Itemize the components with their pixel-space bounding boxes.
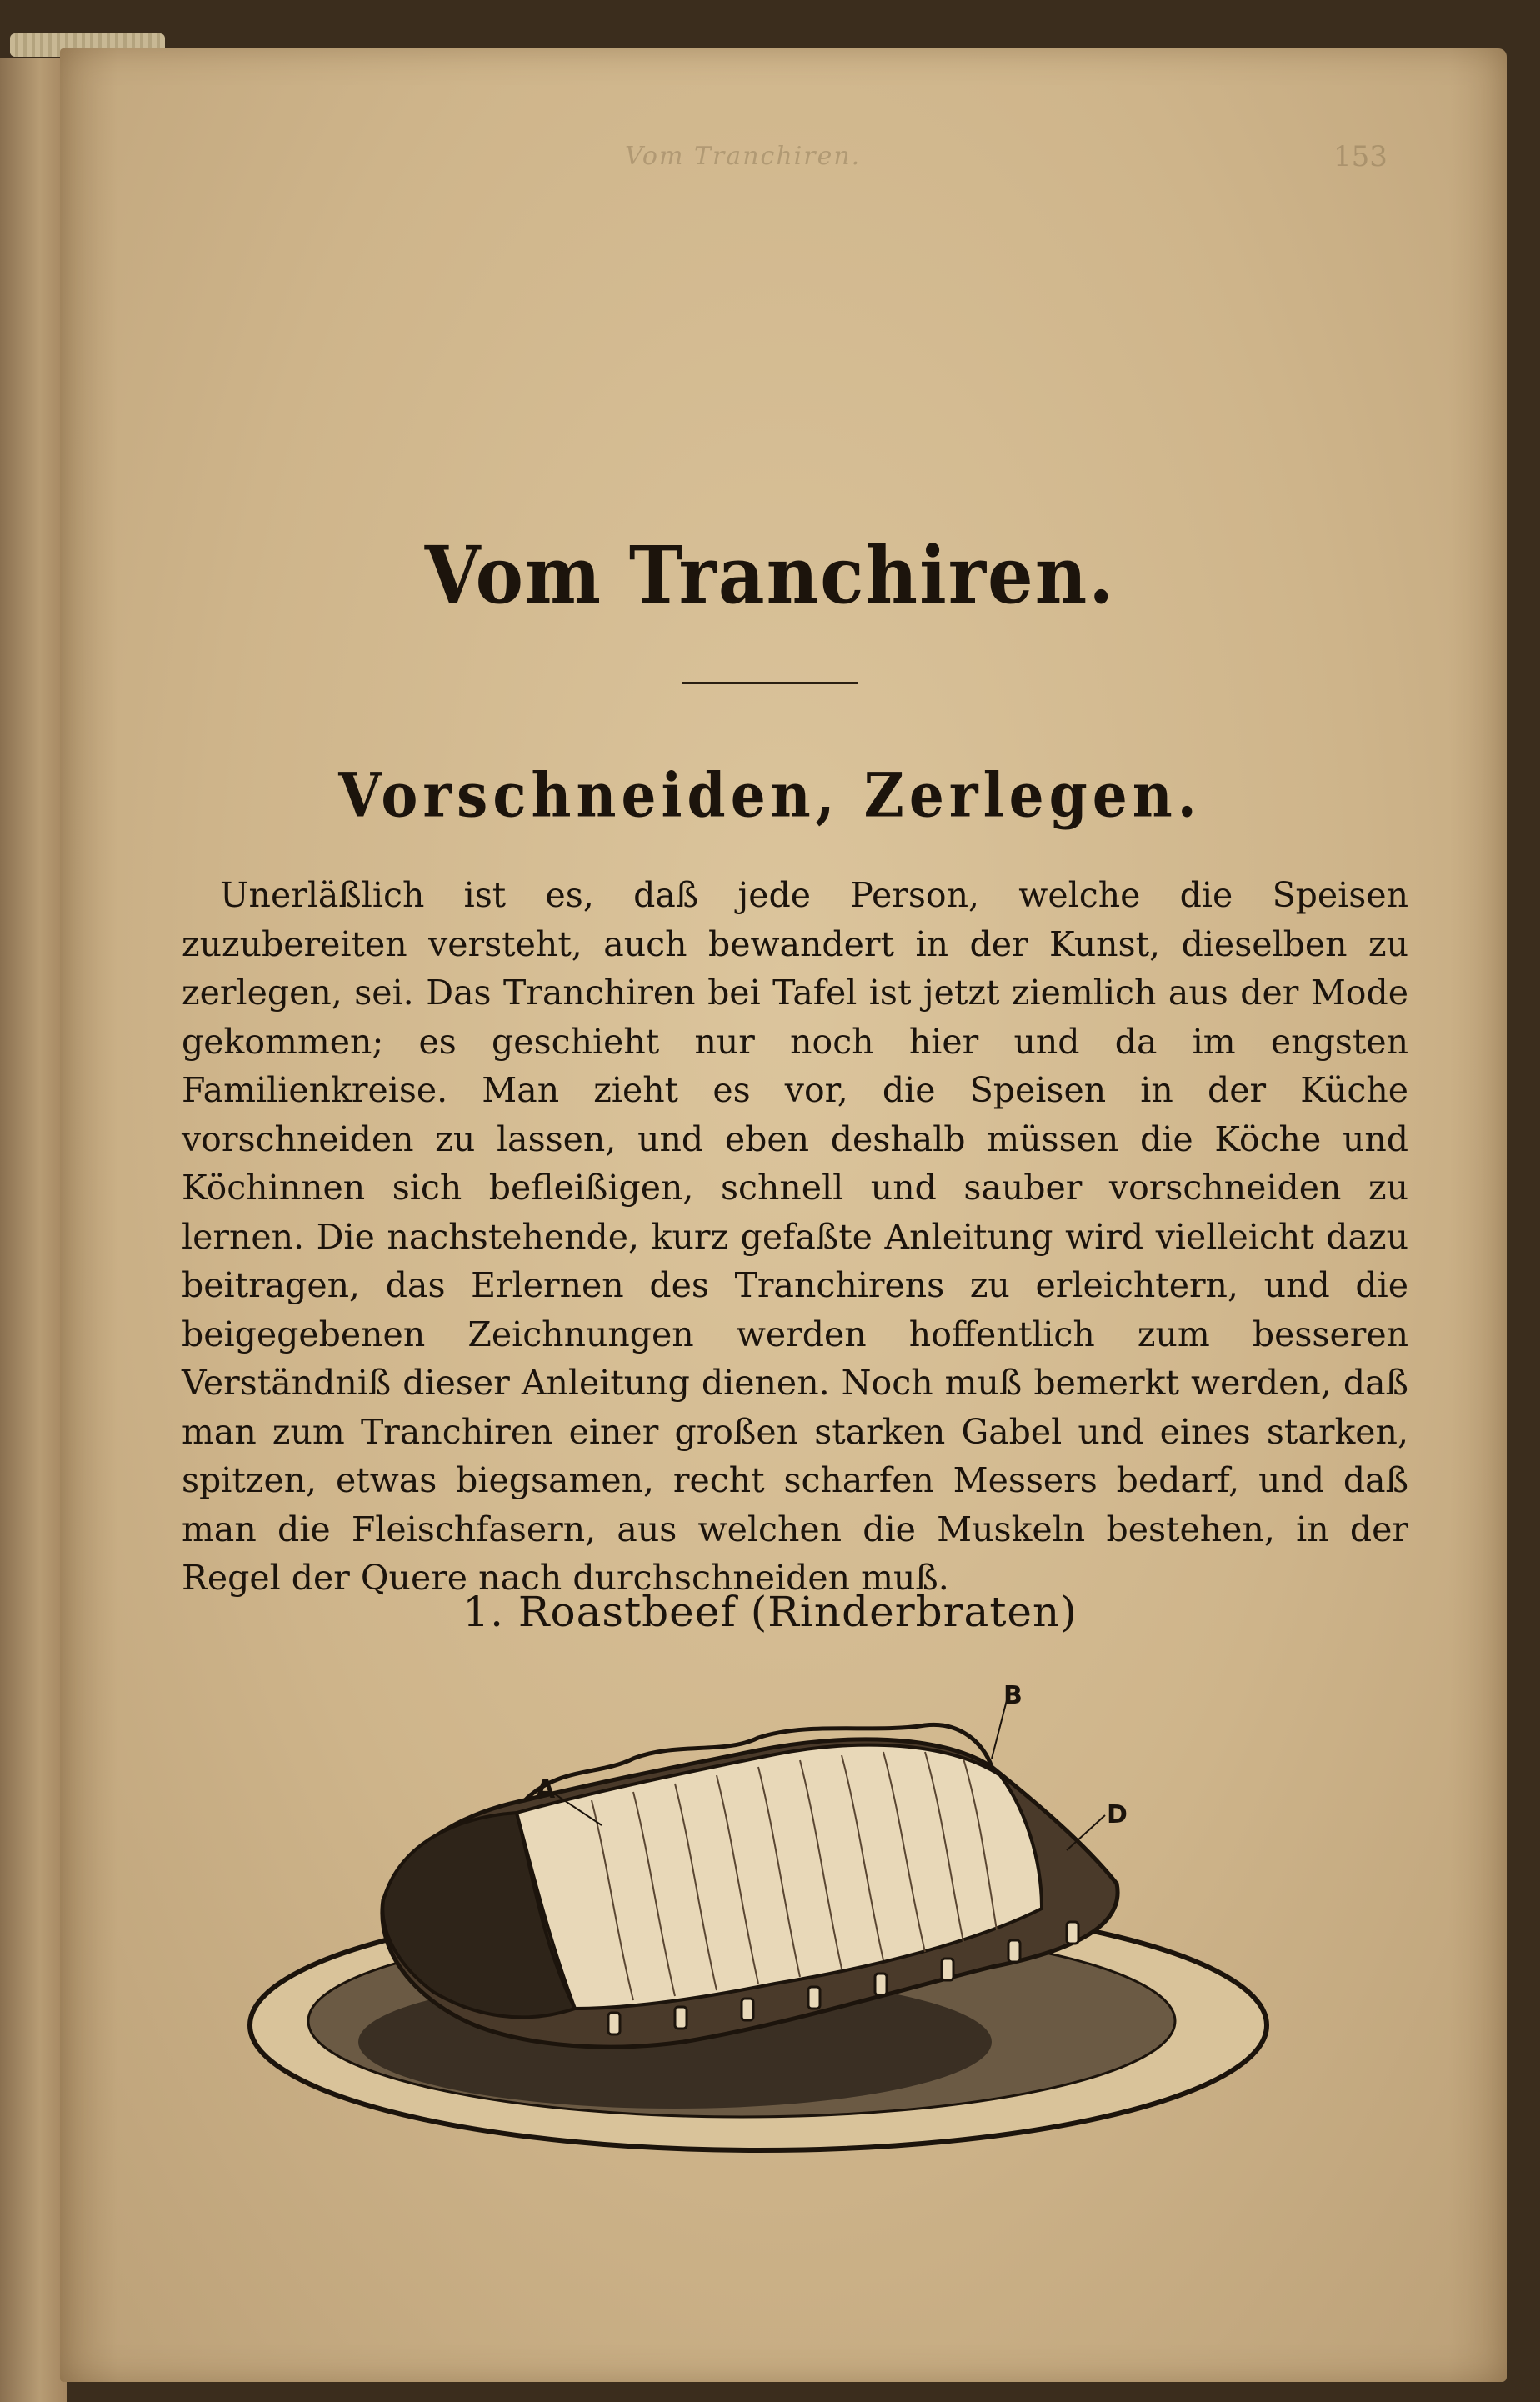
- figure-label-b: B: [1003, 1681, 1022, 1710]
- page-subtitle: Vorschneiden, Zerlegen.: [338, 759, 1202, 831]
- page-title: Vom Tranchiren.: [424, 528, 1116, 623]
- show-through-running-head: Vom Tranchiren.: [625, 142, 862, 171]
- figure-label-a: A: [536, 1775, 556, 1804]
- facing-page-edge: [0, 58, 67, 2402]
- pointer-line-d: [1067, 1815, 1105, 1850]
- body-paragraph: Unerläßlich ist es, daß jede Person, welche die Speisen zuzubereiten versteht, auch bewandert in der Kunst, dieselben zu zerlegen, sei. Das Tranchiren bei Tafel ist jetzt ziemlich aus der Mode gekommen; es geschieht nur noch hier und da im engsten Familienkreise. Man zieht es vor, die Speisen in der Küche vorschneiden zu lassen, und eben deshalb müssen die Köche und Köchinnen sich befleißigen, schnell und sauber vorschneiden zu lernen. Die nachstehende, kurz gefaßte Anleitung wird vielleicht dazu beitragen, das Erlernen des Tranchirens zu erleichtern, und die beigegebenen Zeichnungen werden hoffentlich zum besseren Verständniß dieser Anleitung dienen. Noch muß bemerkt werden, daß man zum Tranchiren einer großen starken Gabel und eines starken, spitzen, etwas biegsamen, recht scharfen Messers bedarf, und daß man die Fleischfasern, aus welchen die Muskeln bestehen, in der Regel der Quere nach durchschneiden muß.: [182, 875, 1408, 1598]
- roastbeef-illustration: [242, 1675, 1317, 2175]
- section-heading: 1. Roastbeef (Rinderbraten): [462, 1588, 1078, 1636]
- figure-label-d: D: [1107, 1800, 1128, 1829]
- show-through-page-number: 153: [1333, 140, 1388, 173]
- title-divider: [682, 682, 858, 684]
